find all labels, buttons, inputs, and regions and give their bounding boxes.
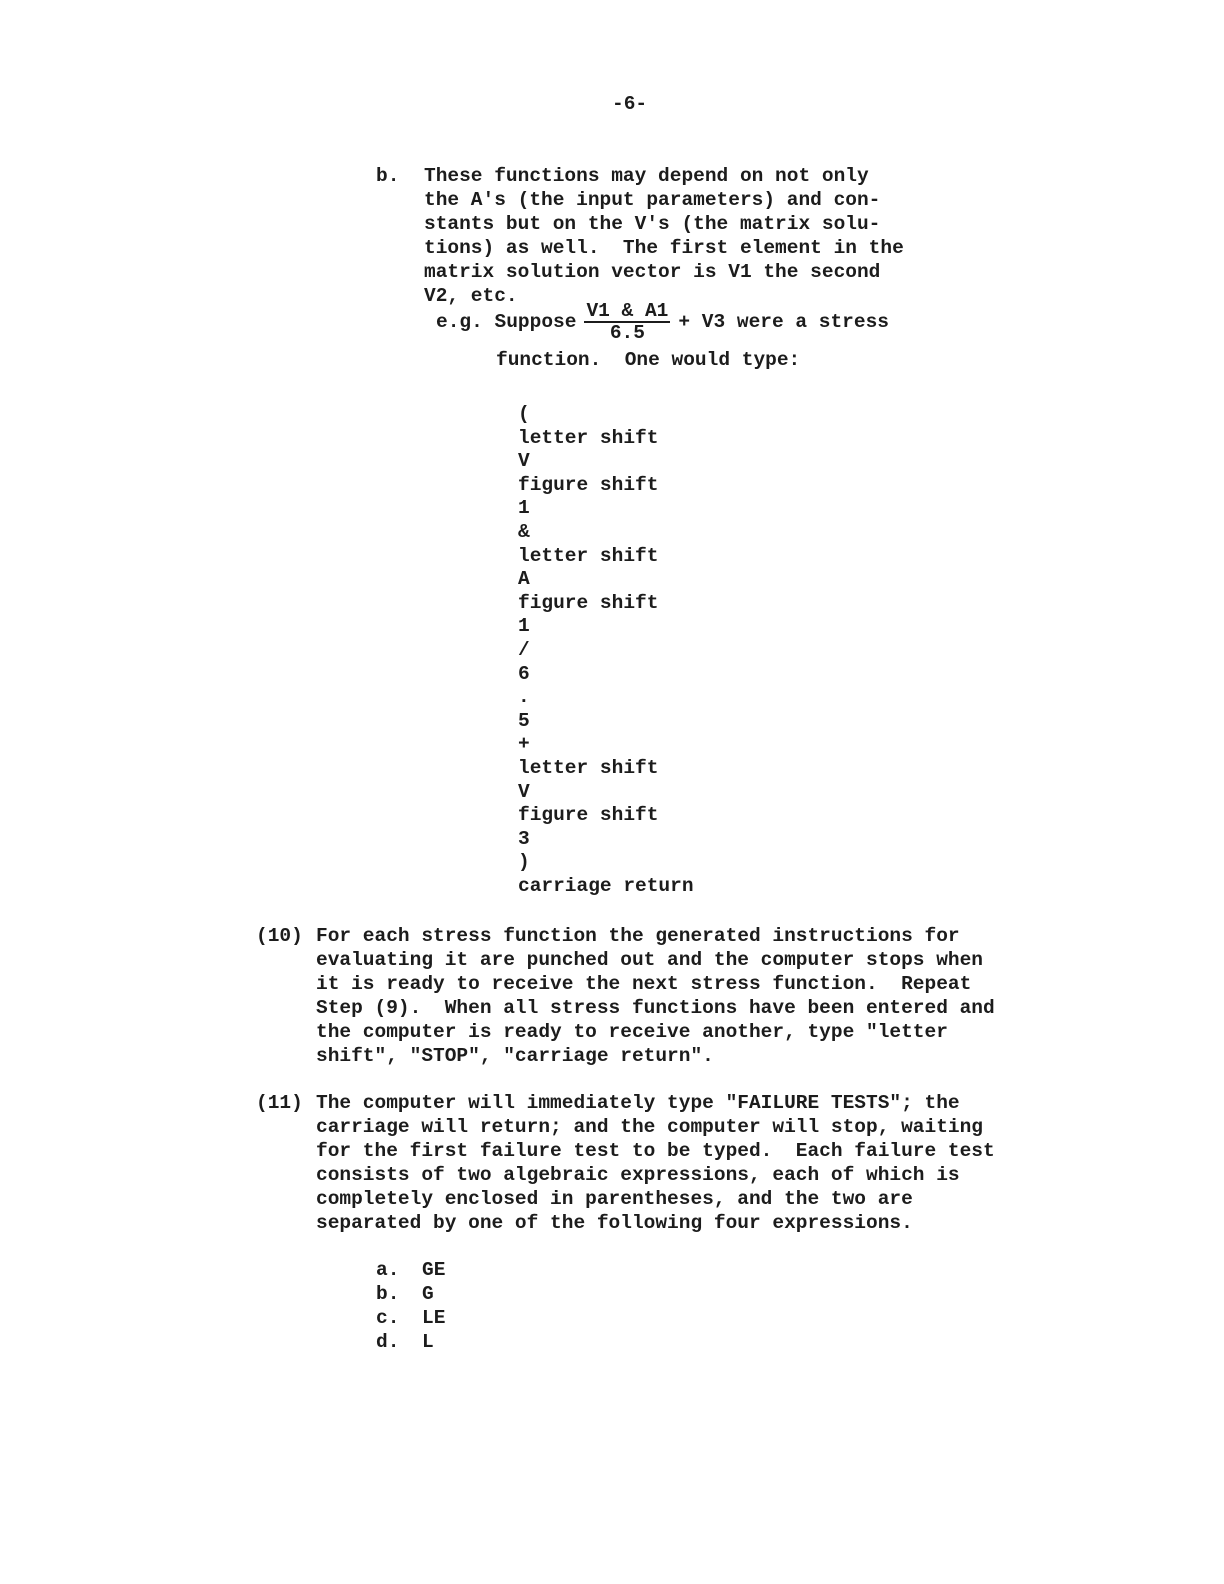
- operator-marker: d.: [376, 1331, 400, 1353]
- keystroke-item: (: [518, 403, 530, 425]
- keystroke-item: 3: [518, 827, 530, 850]
- keystroke-item: .: [518, 686, 530, 709]
- keystroke-item: A: [518, 568, 530, 591]
- keystroke-item: 6: [518, 662, 530, 685]
- step-10-line: evaluating it are punched out and the computer stops when: [316, 949, 984, 971]
- step-11-line: The computer will immediately type "FAILURE TESTS"; the: [316, 1092, 960, 1114]
- step-11-line: completely enclosed in parentheses, and the two are: [316, 1188, 913, 1210]
- step-10-marker: (10): [256, 925, 303, 947]
- keystroke-item: figure shift: [518, 804, 659, 827]
- item-b-line: tions) as well. The first element in the: [424, 237, 904, 259]
- fraction-denominator: 6.5: [609, 322, 645, 344]
- keystroke-item: letter shift: [518, 544, 659, 567]
- operator-value: G: [422, 1283, 434, 1305]
- step-10-text: [316, 924, 995, 1068]
- keystroke-item: V: [518, 450, 530, 473]
- step-10-line: For each stress function the generated instructions for: [316, 925, 960, 947]
- step-11-line: consists of two algebraic expressions, each of which is: [316, 1164, 960, 1186]
- step-11-line: for the first failure test to be typed. Each failure test: [316, 1140, 995, 1162]
- step-11-line: separated by one of the following four expressions.: [316, 1212, 913, 1234]
- page-number: -6-: [612, 93, 648, 115]
- keystroke-item: ): [518, 851, 530, 874]
- example-formula: [436, 302, 889, 342]
- keystroke-item: V: [518, 780, 530, 803]
- item-b-line: the A's (the input parameters) and con-: [424, 189, 881, 211]
- stress-fraction: [584, 301, 670, 343]
- keystroke-item: 5: [518, 709, 530, 732]
- operator-value: LE: [422, 1307, 446, 1329]
- keystroke-list: [518, 402, 694, 897]
- operator-marker: c.: [376, 1307, 400, 1329]
- keystroke-item: letter shift: [518, 756, 659, 779]
- step-11-text: [316, 1091, 995, 1235]
- step-10-line: it is ready to receive the next stress function. Repeat: [316, 973, 972, 995]
- item-b-line: stants but on the V's (the matrix solu-: [424, 213, 881, 235]
- step-10-line: Step (9). When all stress functions have been entered and: [316, 997, 995, 1019]
- fraction-numerator: V1 & A1: [586, 300, 669, 322]
- operator-marker: b.: [376, 1283, 400, 1305]
- operator-marker: a.: [376, 1259, 400, 1281]
- keystroke-item: /: [518, 638, 530, 661]
- example-prefix: e.g. Suppose: [436, 311, 577, 333]
- example-suffix: + V3 were a stress: [678, 311, 889, 333]
- keystroke-item: figure shift: [518, 473, 659, 496]
- step-11-marker: (11): [256, 1092, 303, 1114]
- item-b-line: matrix solution vector is V1 the second: [424, 261, 881, 283]
- keystroke-item: 1: [518, 615, 530, 638]
- step-10-line: the computer is ready to receive another, type "letter: [316, 1021, 948, 1043]
- keystroke-item: 1: [518, 497, 530, 520]
- item-b-text: [424, 164, 904, 308]
- item-b-line: V2, etc.: [424, 285, 518, 307]
- example-continuation: function. One would type:: [496, 349, 801, 371]
- operator-value: GE: [422, 1259, 446, 1281]
- operator-value: L: [422, 1331, 434, 1353]
- keystroke-item: letter shift: [518, 426, 659, 449]
- keystroke-item: figure shift: [518, 591, 659, 614]
- item-b-line: These functions may depend on not only: [424, 165, 869, 187]
- keystroke-item: &: [518, 520, 530, 543]
- step-10-line: shift", "STOP", "carriage return".: [316, 1045, 714, 1067]
- keystroke-item: +: [518, 733, 530, 756]
- step-11-line: carriage will return; and the computer will stop, waiting: [316, 1116, 984, 1138]
- keystroke-item: carriage return: [518, 874, 694, 897]
- item-b-marker: b.: [376, 165, 400, 187]
